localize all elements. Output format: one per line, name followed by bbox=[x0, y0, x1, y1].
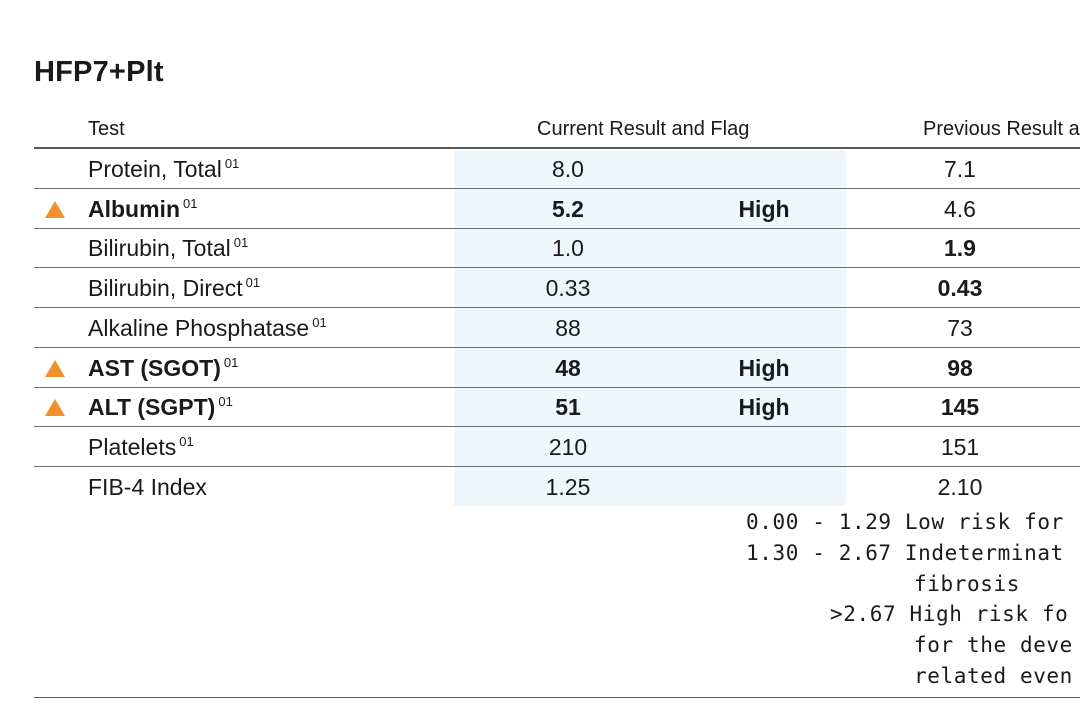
previous-result-value: 2.10 bbox=[937, 474, 983, 500]
current-result-value: 51 bbox=[555, 394, 581, 420]
fib4-reference-line: related even bbox=[914, 664, 1073, 688]
test-name bbox=[88, 355, 238, 381]
current-result-value: 5.2 bbox=[552, 196, 584, 222]
fib4-reference-line: fibrosis bbox=[914, 572, 1020, 596]
current-result-value: 48 bbox=[555, 355, 581, 381]
table-row bbox=[34, 467, 1080, 506]
previous-result-value: 1.9 bbox=[944, 235, 976, 261]
result-flag: High bbox=[738, 394, 790, 420]
table-row bbox=[34, 268, 1080, 308]
lab-footnote-ref: 01 bbox=[245, 275, 261, 290]
test-name-label: Bilirubin, Direct bbox=[88, 275, 243, 301]
fib4-reference-line: 1.30 - 2.67 Indeterminat bbox=[746, 541, 1064, 565]
test-name bbox=[88, 474, 207, 500]
test-name bbox=[88, 275, 260, 301]
previous-result-value: 151 bbox=[940, 434, 980, 460]
warning-triangle-icon bbox=[45, 201, 65, 218]
current-result-value: 0.33 bbox=[545, 275, 591, 301]
lab-footnote-ref: 01 bbox=[224, 156, 240, 171]
previous-result-value: 7.1 bbox=[944, 156, 976, 182]
test-name bbox=[88, 315, 327, 341]
current-result-value: 1.25 bbox=[545, 474, 591, 500]
previous-result-value: 98 bbox=[947, 355, 973, 381]
test-name bbox=[88, 394, 233, 420]
panel-title: HFP7+Plt bbox=[34, 56, 164, 88]
current-result-value: 210 bbox=[548, 434, 588, 460]
result-flag: High bbox=[738, 355, 790, 381]
test-name-label: FIB-4 Index bbox=[88, 474, 207, 500]
test-name-label: Bilirubin, Total bbox=[88, 235, 231, 261]
header-current-result: Current Result and Flag bbox=[537, 118, 750, 140]
table-row bbox=[34, 149, 1080, 189]
lab-footnote-ref: 01 bbox=[312, 315, 327, 330]
current-result-value: 1.0 bbox=[552, 235, 584, 261]
current-result-value: 8.0 bbox=[552, 156, 584, 182]
header-test: Test bbox=[88, 118, 125, 140]
test-name bbox=[88, 156, 239, 182]
lab-footnote-ref: 01 bbox=[223, 355, 239, 370]
current-result-value: 88 bbox=[555, 315, 581, 341]
lab-footnote-ref: 01 bbox=[183, 196, 198, 211]
warning-triangle-icon bbox=[45, 399, 65, 416]
fib4-reference-line: >2.67 High risk fo bbox=[830, 602, 1069, 626]
lab-footnote-ref: 01 bbox=[179, 434, 194, 449]
fib4-reference-line: for the deve bbox=[914, 633, 1073, 657]
table-row bbox=[34, 308, 1080, 348]
table-row bbox=[34, 189, 1080, 229]
previous-result-value: 73 bbox=[947, 315, 973, 341]
test-name-label: Alkaline Phosphatase bbox=[88, 315, 310, 341]
lab-footnote-ref: 01 bbox=[233, 235, 249, 250]
test-name bbox=[88, 235, 248, 261]
test-name-label: Protein, Total bbox=[88, 156, 222, 182]
previous-result-value: 0.43 bbox=[937, 275, 983, 301]
table-row bbox=[34, 228, 1080, 268]
test-name-label: ALT (SGPT) bbox=[88, 394, 216, 420]
table-row bbox=[34, 427, 1080, 467]
result-flag: High bbox=[738, 196, 790, 222]
warning-triangle-icon bbox=[45, 360, 65, 377]
test-name-label: AST (SGOT) bbox=[88, 355, 221, 381]
table-row bbox=[34, 348, 1080, 388]
header-previous-result: Previous Result a bbox=[923, 118, 1080, 140]
test-name-label: Platelets bbox=[88, 434, 177, 460]
test-name-label: Albumin bbox=[88, 196, 180, 222]
table-row bbox=[34, 387, 1080, 427]
test-name bbox=[88, 434, 194, 460]
previous-result-value: 145 bbox=[940, 394, 980, 420]
lab-footnote-ref: 01 bbox=[218, 394, 233, 409]
test-name bbox=[88, 196, 197, 222]
fib4-reference-line: 0.00 - 1.29 Low risk for bbox=[746, 510, 1064, 534]
bottom-divider bbox=[34, 697, 1080, 698]
previous-result-value: 4.6 bbox=[944, 196, 976, 222]
